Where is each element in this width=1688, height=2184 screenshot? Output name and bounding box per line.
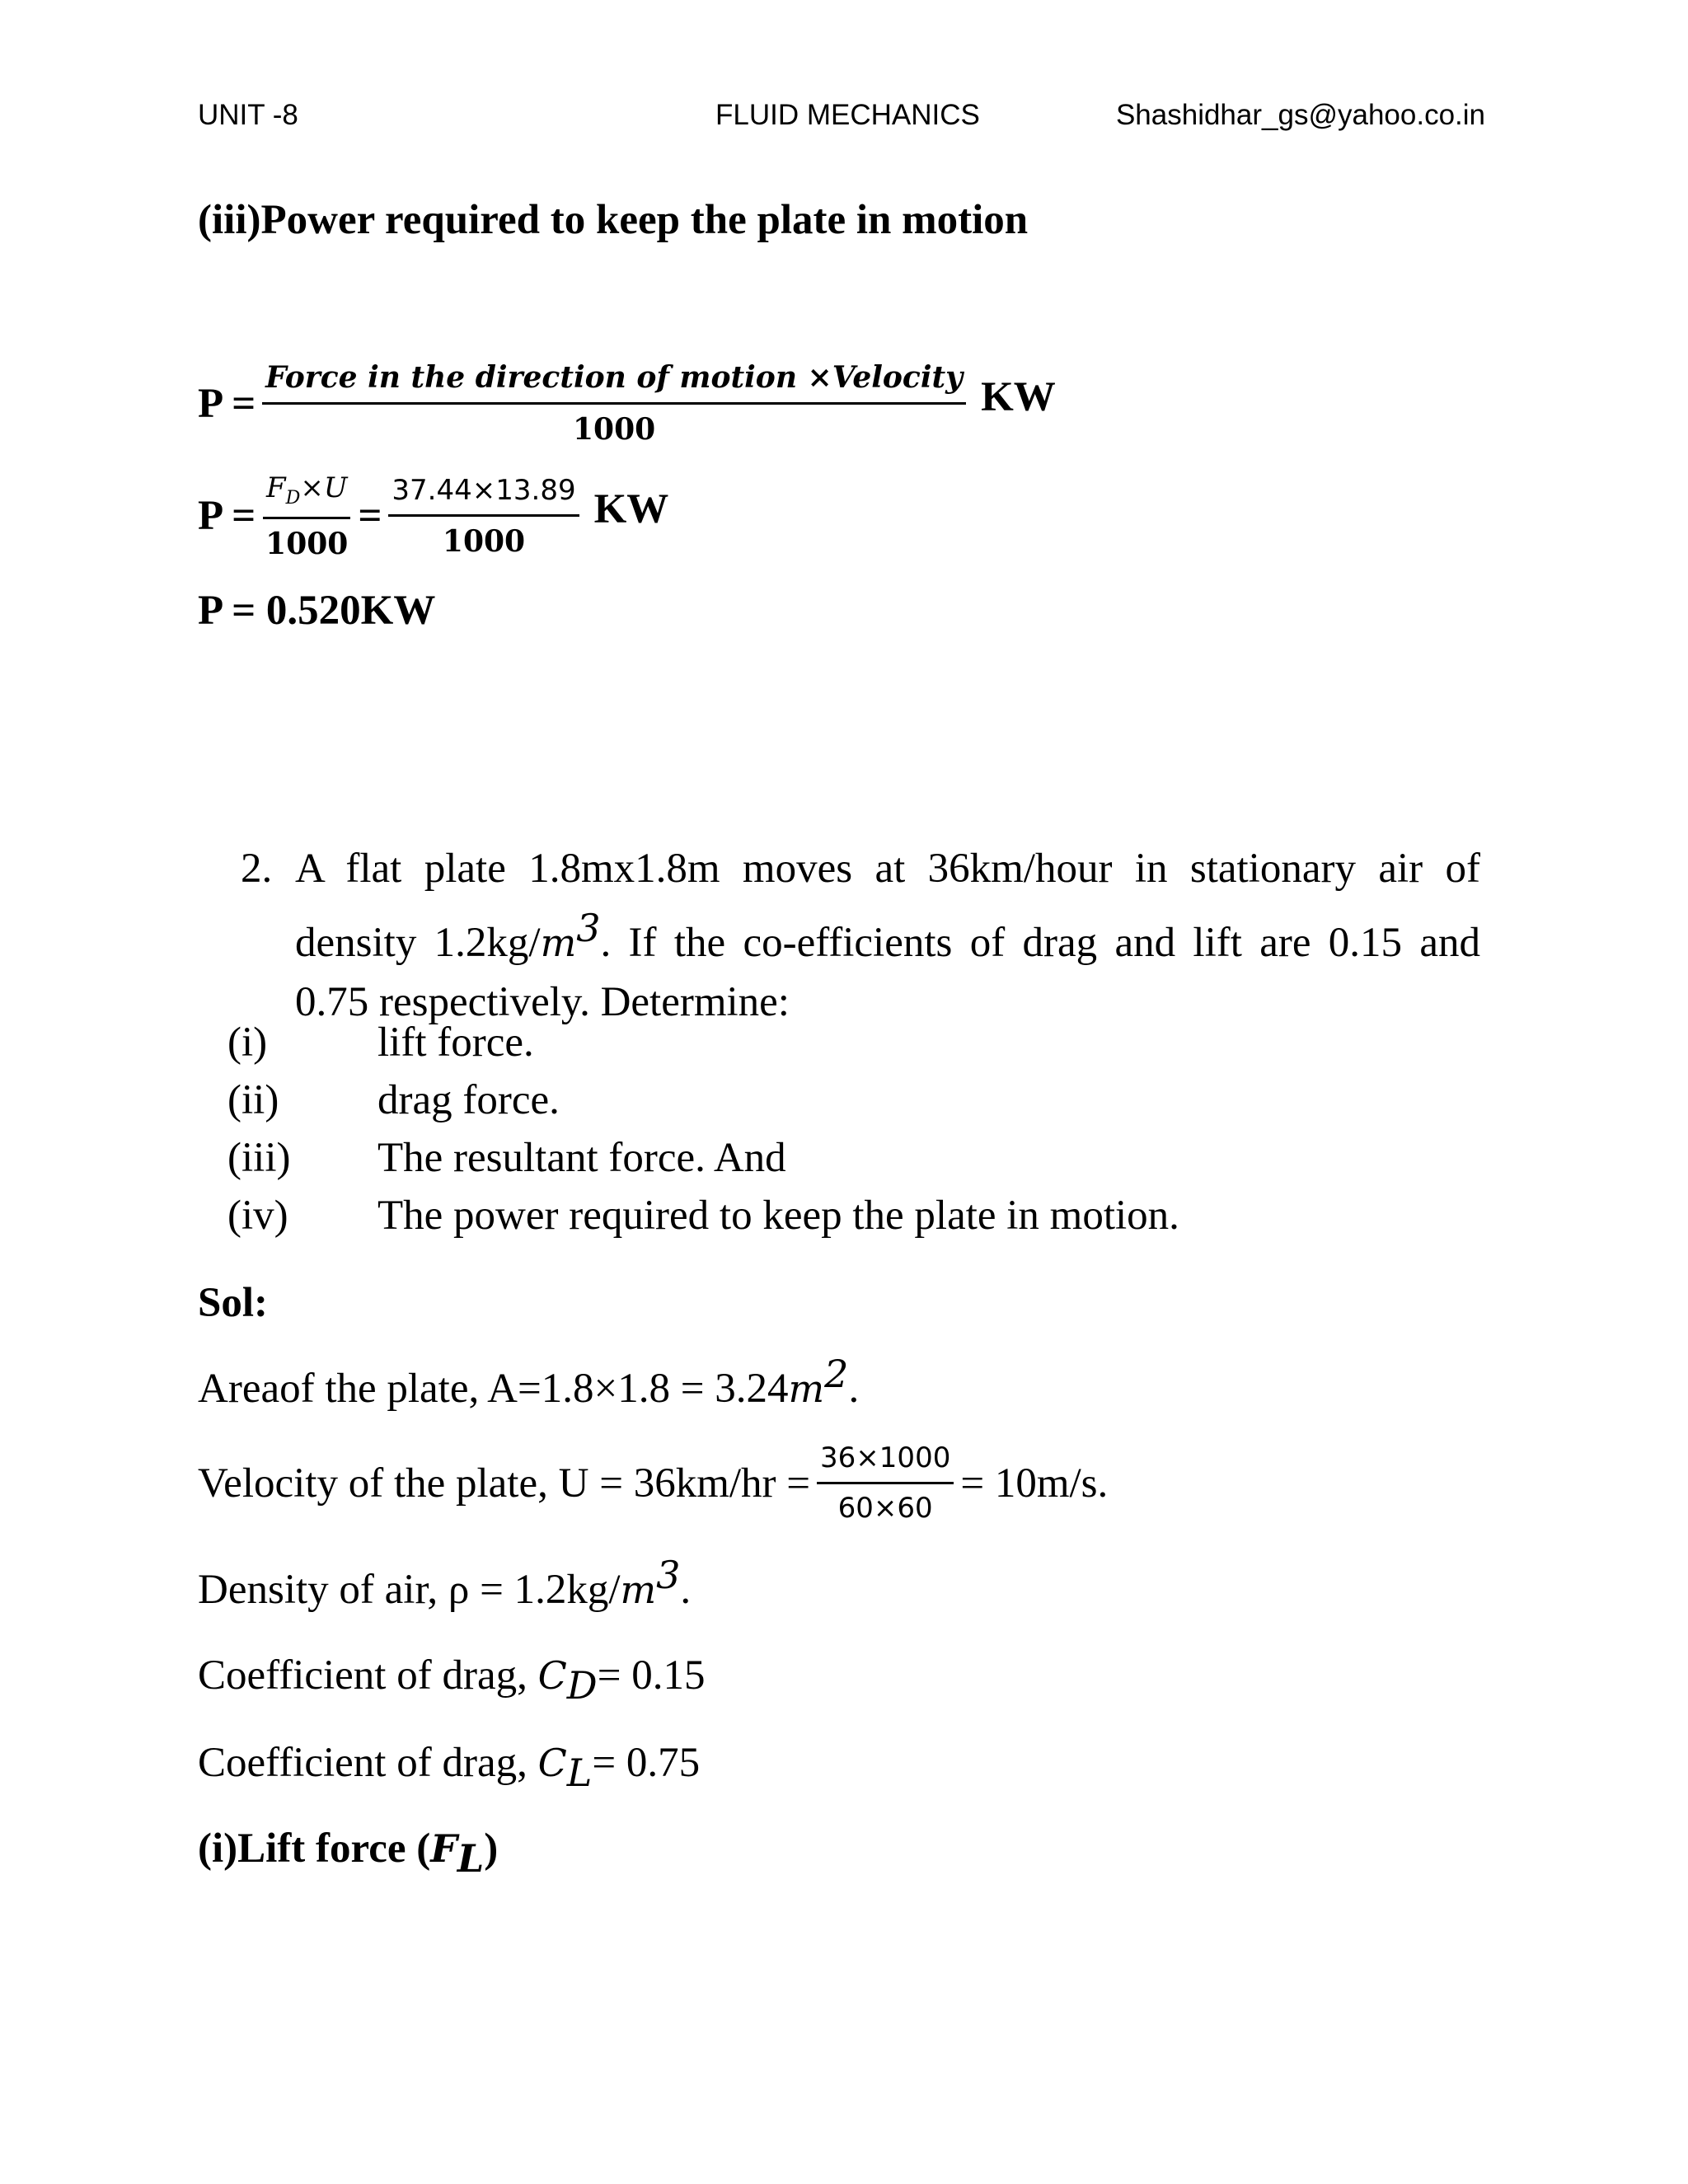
power-result: P = 0.520KW — [198, 588, 436, 634]
area-end: . — [848, 1366, 860, 1412]
velocity-line — [198, 1441, 1109, 1525]
eq2-fraction-numeric — [388, 473, 579, 559]
eq1-denominator: 1000 — [573, 412, 656, 447]
density-unit: m — [620, 1568, 657, 1612]
eq2-unit: KW — [593, 486, 669, 533]
eq2-frac1-numerator — [263, 471, 350, 519]
eq2-fraction-symbolic — [262, 471, 351, 561]
problem-item-text-1: lift force. — [377, 1019, 534, 1066]
cd-symbol: C — [537, 1653, 567, 1698]
problem-item-text-4: The power required to keep the plate in motion. — [377, 1193, 1179, 1239]
drag-coefficient-line — [198, 1652, 706, 1708]
problem-item-label-2: (ii) — [227, 1077, 279, 1123]
problem-density-unit: m — [540, 921, 577, 965]
eq2-frac2-numerator: 37.44×13.89 — [388, 476, 579, 517]
power-equation-values — [198, 471, 669, 561]
eq2-lhs: P = — [198, 493, 256, 540]
section-heading-power: (iii)Power required to keep the plate in motion — [198, 197, 1029, 243]
velocity-text: Velocity of the plate, U = 36km/hr = — [198, 1460, 811, 1507]
area-exponent: 2 — [824, 1352, 849, 1396]
lift-heading-text: (i)Lift force ( — [198, 1825, 431, 1872]
problem-2-statement — [241, 839, 1480, 1032]
eq1-lhs: P = — [198, 380, 256, 427]
lift-force-symbol: F — [430, 1826, 457, 1871]
eq2-frac1-denominator: 1000 — [265, 526, 349, 561]
problem-text-part2: . If the co-efficients of drag and lift are 0.15 and 0.75 respectively. Determine: — [295, 920, 1480, 1025]
lift-heading-end: ) — [484, 1825, 499, 1872]
header-subject: FLUID MECHANICS — [715, 99, 980, 131]
problem-item-label-4: (iv) — [227, 1193, 288, 1239]
solution-label: Sol: — [198, 1280, 269, 1326]
eq2-frac2-denominator: 1000 — [442, 523, 526, 559]
problem-item-text-2: drag force. — [377, 1077, 560, 1123]
header-unit: UNIT -8 — [198, 99, 298, 131]
eq2-times-u: ×U — [300, 471, 348, 504]
cl-value: = 0.75 — [592, 1740, 701, 1786]
velocity-numerator: 36×1000 — [817, 1444, 954, 1484]
problem-number: 2. — [241, 846, 273, 892]
cd-text: Coefficient of drag, — [198, 1652, 538, 1699]
velocity-result: = 10m/s. — [960, 1460, 1109, 1507]
eq1-numerator: Force in the direction of motion ×Velocity — [262, 363, 966, 405]
lift-force-subscript: L — [457, 1836, 485, 1881]
density-end: . — [680, 1567, 692, 1613]
density-line — [198, 1553, 692, 1614]
velocity-fraction — [817, 1441, 954, 1525]
area-line — [198, 1352, 860, 1413]
cl-text: Coefficient of drag, — [198, 1740, 538, 1786]
eq2-force-subscript: D — [285, 486, 301, 509]
area-text: Areaof the plate, A=1.8×1.8 = 3.24 — [198, 1366, 789, 1412]
power-equation-general — [198, 360, 1056, 447]
velocity-denominator: 60×60 — [837, 1492, 933, 1525]
eq1-unit: KW — [981, 373, 1056, 420]
page-header — [0, 99, 1688, 148]
lift-force-heading — [198, 1825, 499, 1881]
density-exponent: 3 — [656, 1553, 681, 1597]
eq2-equals: = — [358, 493, 382, 540]
eq1-fraction — [262, 360, 966, 447]
problem-item-label-1: (i) — [227, 1019, 268, 1066]
problem-item-label-3: (iii) — [227, 1135, 291, 1181]
cd-subscript: D — [566, 1663, 598, 1708]
cd-value: = 0.15 — [597, 1652, 706, 1699]
problem-text-part1: A flat plate 1.8mx1.8m moves at 36km/hour in stationary air of density 1.2kg/ — [295, 846, 1480, 966]
density-text: Density of air, ρ = 1.2kg/ — [198, 1567, 621, 1613]
cl-symbol: C — [537, 1741, 567, 1785]
header-email: Shashidhar_gs@yahoo.co.in — [1115, 99, 1485, 131]
cl-subscript: L — [566, 1750, 593, 1795]
eq2-force-symbol: F — [266, 471, 286, 504]
problem-item-text-3: The resultant force. And — [377, 1135, 786, 1181]
problem-text — [241, 839, 1480, 1032]
area-unit: m — [788, 1366, 825, 1411]
problem-density-exponent: 3 — [576, 906, 601, 950]
lift-coefficient-line — [198, 1739, 701, 1795]
